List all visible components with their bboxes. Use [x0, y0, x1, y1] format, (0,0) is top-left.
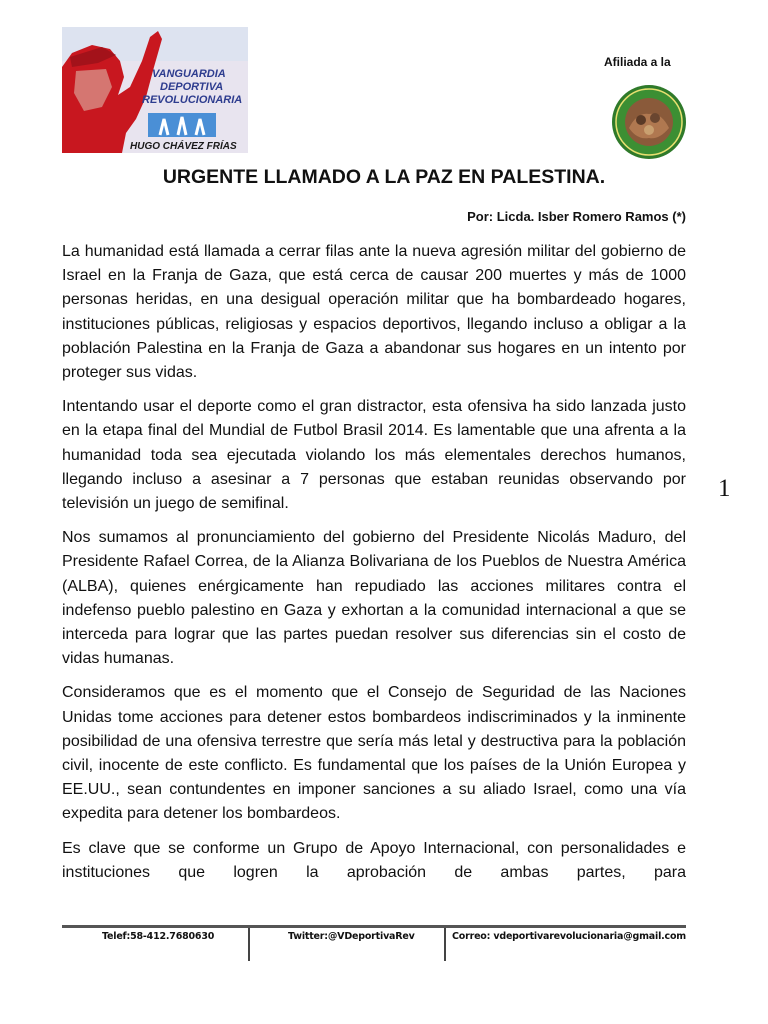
paragraph: Consideramos que es el momento que el Consejo de Seguridad de las Naciones Unidas tome acciones para detener estos bombardeos indiscriminados y la inminente posibilidad de una ofensiva terrestre que sería más letal y destructiva para la población civil, inocente de este conflicto. Es fundamental que los países de la Unión Europea y EE.UU., sean contundentes en imponer sanciones a su aliado Israel, como una vía expedita para detener los bombardeos.: [62, 684, 686, 823]
affiliation-seal-icon: [611, 84, 687, 160]
author-byline: Por: Licda. Isber Romero Ramos (*): [467, 209, 686, 224]
paragraph: Es clave que se conforme un Grupo de Apoyo Internacional, con personalidades e instituciones que logren la aprobación de ambas partes, para: [62, 839, 686, 881]
document-body: [62, 240, 686, 895]
footer-email: Correo: vdeportivarevolucionaria@gmail.com: [452, 931, 686, 942]
affiliation-label: Afiliada a la: [604, 55, 671, 69]
footer-divider: [62, 925, 686, 928]
paragraph: La humanidad está llamada a cerrar filas ante la nueva agresión militar del gobierno de Israel en la Franja de Gaza, que está cerca de causar 200 muertes y más de 1000 personas heridas, en una desigual operación militar que ha bombardeado hogares, instituciones públicas, religiosas y espacios deportivos, llegando incluso a obligar a la población Palestina en la Franja de Gaza a abandonar sus hogares en un intento por proteger sus vidas.: [62, 243, 686, 382]
footer-separator: [444, 928, 446, 961]
logo-name: HUGO CHÁVEZ FRÍAS: [130, 141, 237, 152]
logo-line-2: DEPORTIVA: [160, 81, 224, 93]
footer-phone: Telef:58-412.7680630: [102, 931, 215, 942]
footer-twitter: Twitter:@VDeportivaRev: [288, 931, 415, 942]
footer-separator: [248, 928, 250, 961]
document-title: URGENTE LLAMADO A LA PAZ EN PALESTINA.: [162, 166, 606, 188]
organization-logo: [62, 27, 248, 153]
logo-line-1: VANGUARDIA: [152, 68, 226, 80]
page-number: 1: [718, 475, 731, 502]
logo-line-3: REVOLUCIONARIA: [142, 94, 243, 106]
footer: [62, 925, 686, 961]
paragraph: Intentando usar el deporte como el gran distractor, esta ofensiva ha sido lanzada justo en la etapa final del Mundial de Futbol Brasil 2014. Es lamentable que una afrenta a la humanidad toda sea ejecutada violando los más elementales derechos humanos, llegando incluso a asesinar a 7 personas que estaban reunidas observando por televisión un juego de semifinal.: [62, 398, 686, 513]
paragraph: Nos sumamos al pronunciamiento del gobierno del Presidente Nicolás Maduro, del Presidente Rafael Correa, de la Alianza Bolivariana de los Pueblos de Nuestra América (ALBA), quienes enérgicamente han repudiado las acciones militares contra el indefenso pueblo palestino en Gaza y exhortan a la comunidad internacional a que se interceda para lograr que las partes puedan resolver sus diferencias sin el costo de vidas humanas.: [62, 529, 686, 668]
